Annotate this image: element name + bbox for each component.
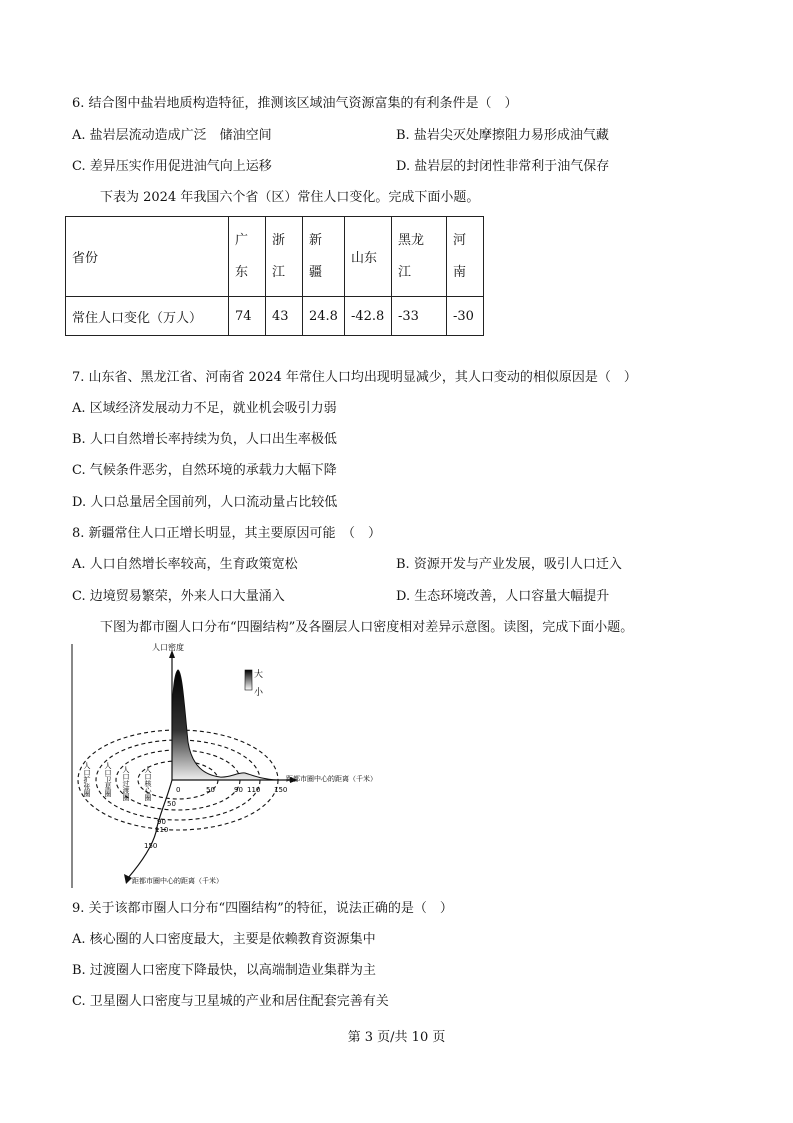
population-table	[65, 216, 484, 336]
q7-option-c: C. 气候条件恶劣，自然环境的承载力大幅下降	[72, 463, 337, 478]
table-value-cell: -33	[391, 297, 446, 336]
table-value-cell: -30	[446, 297, 483, 336]
x-tick: 0	[176, 786, 181, 794]
q9-option-c: C. 卫星圈人口密度与卫星城的产业和居住配套完善有关	[72, 994, 389, 1009]
q8-option-c: C. 边境贸易繁荣，外来人口大量涌入	[72, 589, 285, 604]
table-province-cell: 黑龙 江	[391, 217, 446, 297]
table-value-cell: -42.8	[344, 297, 391, 336]
table-province-cell: 河 南	[446, 217, 483, 297]
table-province-cell: 山东	[344, 217, 391, 297]
diagonal-tick: 150	[144, 842, 158, 850]
figure-intro: 下图为都市圈人口分布“四圈结构”及各圈层人口密度相对差异示意图。读图，完成下面小题。	[100, 620, 634, 635]
q8-stem: 8. 新疆常住人口正增长明显，其主要原因可能 （ ）	[72, 526, 382, 541]
x-tick: 110	[247, 786, 261, 794]
y-axis-label: 人口密度	[152, 643, 184, 652]
q7-option-d: D. 人口总量居全国前列，人口流动量占比较低	[72, 495, 338, 510]
x-tick: 90	[234, 786, 243, 794]
q7-option-b: B. 人口自然增长率持续为负，人口出生率极低	[72, 432, 337, 447]
legend-low: 小	[254, 688, 264, 698]
x-tick: 150	[274, 786, 288, 794]
q7-stem: 7. 山东省、黑龙江省、河南省 2024 年常住人口均出现明显减少，其人口变动的相似原因是（ ）	[72, 370, 637, 385]
page-footer: 第 3 页/共 10 页	[347, 1030, 446, 1045]
ring-label-expansion: 人口扩张圈	[83, 762, 91, 797]
q8-option-d: D. 生态环境改善，人口容量大幅提升	[396, 589, 610, 604]
q8-option-a: A. 人口自然增长率较高，生育政策宽松	[72, 557, 298, 572]
diagonal-tick: 110	[155, 826, 169, 834]
ring-label-core: 人口核心圈	[144, 766, 152, 801]
table-header-change: 常住人口变化（万人）	[66, 297, 229, 336]
table-province-cell: 浙 江	[266, 217, 303, 297]
q6-option-b: B. 盐岩尖灭处摩擦阻力易形成油气藏	[396, 128, 609, 143]
ring-label-satellite: 人口卫星圈	[104, 762, 112, 797]
q6-stem: 6. 结合图中盐岩地质构造特征，推测该区域油气资源富集的有利条件是（ ）	[72, 96, 518, 111]
q6-option-a: A. 盐岩层流动造成广泛 储油空间	[72, 128, 272, 143]
legend-high: 大	[254, 670, 264, 680]
table-header-province: 省份	[66, 217, 229, 297]
diagonal-tick: 50	[167, 800, 176, 808]
density-peak	[172, 670, 278, 780]
diagonal-axis-label: 距都市圈中心的距离（千米）	[132, 877, 223, 885]
table-province-cell: 新 疆	[303, 217, 345, 297]
q6-option-c: C. 差异压实作用促进油气向上运移	[72, 159, 272, 174]
diagonal-tick: 90	[157, 818, 166, 826]
q7-option-a: A. 区域经济发展动力不足，就业机会吸引力弱	[72, 401, 337, 416]
density-legend-bar	[245, 670, 252, 690]
ring-density-figure	[70, 642, 515, 890]
table-value-cell: 24.8	[303, 297, 345, 336]
q6-option-d: D. 盐岩层的封闭性非常利于油气保存	[396, 159, 610, 174]
q9-option-a: A. 核心圈的人口密度最大，主要是依赖教育资源集中	[72, 932, 376, 947]
q8-option-b: B. 资源开发与产业发展，吸引人口迁入	[396, 557, 622, 572]
ring-label-transition: 人口过渡圈	[122, 766, 130, 801]
x-tick: 50	[206, 786, 215, 794]
q9-stem: 9. 关于该都市圈人口分布“四圈结构”的特征，说法正确的是（ ）	[72, 901, 453, 916]
table-province-cell: 广 东	[229, 217, 266, 297]
q9-option-b: B. 过渡圈人口密度下降最快，以高端制造业集群为主	[72, 963, 376, 978]
table-intro: 下表为 2024 年我国六个省（区）常住人口变化。完成下面小题。	[100, 190, 480, 205]
table-value-cell: 43	[266, 297, 303, 336]
x-axis-label: 距都市圈中心的距离（千米）	[286, 775, 377, 783]
table-value-cell: 74	[229, 297, 266, 336]
